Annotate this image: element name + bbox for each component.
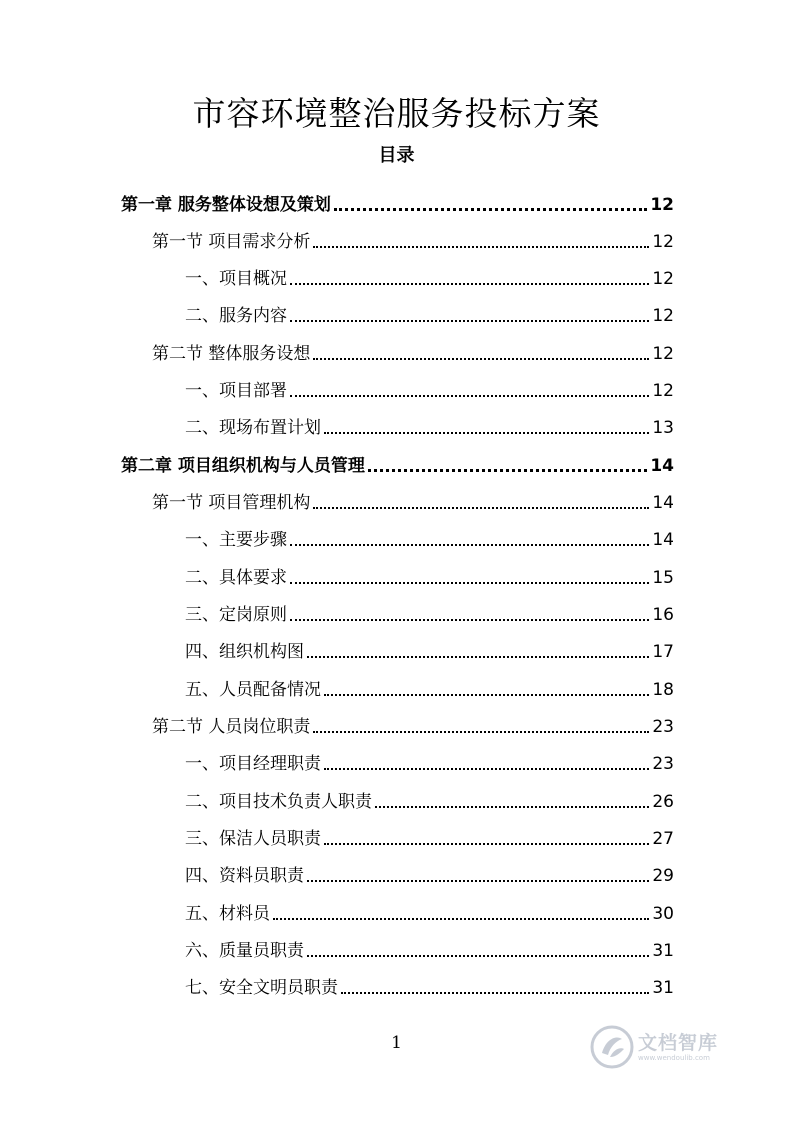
toc-entry[interactable] bbox=[185, 403, 674, 439]
toc-entry-page: 12 bbox=[652, 344, 674, 364]
toc-entry-page: 14 bbox=[650, 456, 674, 476]
toc-entry-label: 六、质量员职责 bbox=[185, 941, 304, 961]
toc-entry[interactable] bbox=[185, 515, 674, 551]
toc-dot-leader bbox=[324, 843, 649, 845]
document-title: 市容环境整治服务投标方案 bbox=[192, 94, 601, 133]
toc-entry-page: 26 bbox=[652, 792, 674, 812]
toc-entry[interactable] bbox=[185, 777, 674, 813]
toc-entry-label: 一、项目经理职责 bbox=[185, 754, 321, 774]
toc-entry[interactable] bbox=[185, 739, 674, 775]
toc-dot-leader bbox=[307, 656, 649, 658]
toc-entry-page: 17 bbox=[652, 642, 674, 662]
toc-entry-label: 五、人员配备情况 bbox=[185, 680, 321, 700]
toc-entry-label: 第二节 整体服务设想 bbox=[152, 344, 311, 364]
toc-entry[interactable] bbox=[185, 366, 674, 402]
toc-entry-page: 12 bbox=[652, 306, 674, 326]
toc-dot-leader bbox=[324, 432, 649, 434]
toc-entry-page: 12 bbox=[650, 195, 674, 215]
watermark-name: 文档智库 bbox=[638, 1031, 719, 1054]
toc-entry-page: 29 bbox=[652, 866, 674, 886]
toc-dot-leader bbox=[307, 880, 649, 882]
toc-entry-page: 12 bbox=[652, 381, 674, 401]
toc-entry-label: 三、保洁人员职责 bbox=[185, 829, 321, 849]
page-number: 1 bbox=[391, 1033, 402, 1053]
toc-entry[interactable] bbox=[121, 180, 674, 216]
toc-dot-leader bbox=[290, 395, 649, 397]
toc-entry-label: 二、现场布置计划 bbox=[185, 418, 321, 438]
toc-entry[interactable] bbox=[185, 814, 674, 850]
toc-entry-page: 13 bbox=[652, 418, 674, 438]
toc-entry[interactable] bbox=[152, 329, 674, 365]
toc-entry-label: 第一节 项目管理机构 bbox=[152, 493, 311, 513]
toc-entry-page: 31 bbox=[652, 941, 674, 961]
toc-entry-label: 三、定岗原则 bbox=[185, 605, 287, 625]
toc-entry-page: 12 bbox=[652, 232, 674, 252]
toc-entry-page: 18 bbox=[652, 680, 674, 700]
toc-entry[interactable] bbox=[185, 291, 674, 327]
toc-entry[interactable] bbox=[152, 702, 674, 738]
toc-entry-label: 二、具体要求 bbox=[185, 568, 287, 588]
toc-entry-label: 七、安全文明员职责 bbox=[185, 978, 338, 998]
toc-dot-leader bbox=[290, 283, 649, 285]
toc-dot-leader bbox=[313, 358, 649, 360]
toc-entry-page: 23 bbox=[652, 717, 674, 737]
toc-dot-leader bbox=[290, 544, 649, 546]
toc-entry[interactable] bbox=[185, 665, 674, 701]
toc-entry[interactable] bbox=[121, 441, 674, 477]
toc-dot-leader bbox=[307, 955, 649, 957]
toc-entry-page: 27 bbox=[652, 829, 674, 849]
toc-entry-label: 第一节 项目需求分析 bbox=[152, 232, 311, 252]
toc-entry-page: 12 bbox=[652, 269, 674, 289]
toc-entry-label: 第二章 项目组织机构与人员管理 bbox=[121, 456, 365, 476]
watermark-url: www.wendoulib.com bbox=[638, 1053, 710, 1062]
toc-entry-label: 四、资料员职责 bbox=[185, 866, 304, 886]
toc-entry-page: 14 bbox=[652, 530, 674, 550]
toc-entry[interactable] bbox=[185, 553, 674, 589]
toc-entry[interactable] bbox=[185, 627, 674, 663]
toc-entry[interactable] bbox=[185, 851, 674, 887]
toc-entry-page: 16 bbox=[652, 605, 674, 625]
toc-entry-label: 第二节 人员岗位职责 bbox=[152, 717, 311, 737]
toc-entry-label: 一、项目部署 bbox=[185, 381, 287, 401]
toc-entry-label: 二、项目技术负责人职责 bbox=[185, 792, 372, 812]
toc-entry-page: 31 bbox=[652, 978, 674, 998]
toc-entry-label: 一、主要步骤 bbox=[185, 530, 287, 550]
toc-entry[interactable] bbox=[152, 217, 674, 253]
toc-dot-leader bbox=[334, 208, 647, 211]
toc-entry[interactable] bbox=[185, 963, 674, 999]
toc-entry-label: 五、材料员 bbox=[185, 904, 270, 924]
toc-entry[interactable] bbox=[152, 478, 674, 514]
watermark-text bbox=[638, 1032, 718, 1063]
toc-dot-leader bbox=[324, 694, 649, 696]
toc-entry[interactable] bbox=[185, 254, 674, 290]
document-library-logo-icon bbox=[590, 1025, 634, 1069]
toc-dot-leader bbox=[290, 619, 649, 621]
toc-dot-leader bbox=[324, 768, 649, 770]
toc-entry-page: 15 bbox=[652, 568, 674, 588]
toc-heading: 目录 bbox=[378, 145, 415, 166]
toc-dot-leader bbox=[290, 582, 649, 584]
toc-dot-leader bbox=[375, 806, 649, 808]
toc-entry-label: 第一章 服务整体设想及策划 bbox=[121, 195, 331, 215]
toc-entry-page: 23 bbox=[652, 754, 674, 774]
toc-entry[interactable] bbox=[185, 926, 674, 962]
toc-entry-label: 二、服务内容 bbox=[185, 306, 287, 326]
toc-entry[interactable] bbox=[185, 590, 674, 626]
toc-dot-leader bbox=[273, 918, 649, 920]
toc-dot-leader bbox=[368, 469, 647, 472]
toc-dot-leader bbox=[341, 992, 649, 994]
watermark bbox=[590, 1022, 750, 1072]
toc-dot-leader bbox=[313, 507, 649, 509]
toc-entry-label: 一、项目概况 bbox=[185, 269, 287, 289]
toc-entry-page: 14 bbox=[652, 493, 674, 513]
toc-dot-leader bbox=[290, 320, 649, 322]
toc-entry[interactable] bbox=[185, 889, 674, 925]
toc-entry-page: 30 bbox=[652, 904, 674, 924]
toc-dot-leader bbox=[313, 246, 649, 248]
toc-entry-label: 四、组织机构图 bbox=[185, 642, 304, 662]
toc-dot-leader bbox=[313, 731, 649, 733]
